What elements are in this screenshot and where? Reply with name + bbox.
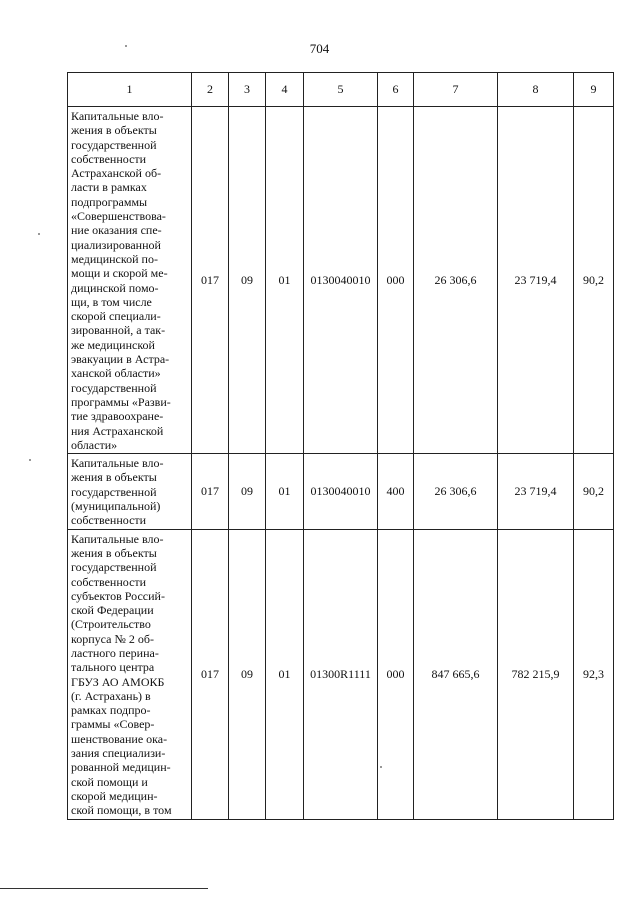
cell-c4: 01 <box>266 107 304 454</box>
description-line: скорой специали- <box>71 309 161 324</box>
description-line: скорой медицин- <box>71 788 158 803</box>
description-line: государственной <box>71 380 157 395</box>
cell-c9: 92,3 <box>574 529 614 819</box>
description-line: «Совершенствова- <box>71 209 166 224</box>
description-line: циализированной <box>71 237 161 252</box>
header-col-7: 7 <box>414 73 498 107</box>
description-line: подпрограммы <box>71 194 148 209</box>
row-description <box>68 107 192 454</box>
description-line: шенствование ока- <box>71 731 168 746</box>
scan-speck <box>29 459 31 461</box>
cell-c5: 01300R1111 <box>304 529 378 819</box>
cell-c6: 400 <box>378 454 414 529</box>
header-row <box>68 73 614 107</box>
table-row <box>68 107 614 454</box>
description-line: ской помощи и <box>71 774 148 789</box>
cell-c2: 017 <box>192 107 229 454</box>
description-line: корпуса № 2 об- <box>71 631 154 646</box>
cell-c5: 0130040010 <box>304 107 378 454</box>
cell-c2: 017 <box>192 454 229 529</box>
description-line: ластного перина- <box>71 645 159 660</box>
cell-c7: 26 306,6 <box>414 454 498 529</box>
header-col-9: 9 <box>574 73 614 107</box>
description-line: субъектов Россий- <box>71 588 165 603</box>
description-line: ние оказания спе- <box>71 223 162 238</box>
header-col-3: 3 <box>229 73 266 107</box>
description-line: тального центра <box>71 660 155 675</box>
row-description <box>68 529 192 819</box>
cell-c4: 01 <box>266 454 304 529</box>
description-line: государственной <box>71 137 157 152</box>
description-line: (муниципальной) <box>71 499 161 514</box>
description-line: жения в объекты <box>71 470 157 485</box>
cell-c8: 782 215,9 <box>498 529 574 819</box>
cell-c5: 0130040010 <box>304 454 378 529</box>
description-line: государственной <box>71 560 157 575</box>
description-line: граммы «Совер- <box>71 717 155 732</box>
description-line: программы «Разви- <box>71 394 171 409</box>
cell-c7: 26 306,6 <box>414 107 498 454</box>
cell-c9: 90,2 <box>574 107 614 454</box>
description-line: мощи и скорой ме- <box>71 266 168 281</box>
description-line: ской помощи, в том <box>71 803 172 818</box>
description-line: области» <box>71 437 118 452</box>
description-line: ГБУЗ АО АМОКБ <box>71 674 165 689</box>
description-line: щи, в том числе <box>71 294 152 309</box>
header-col-6: 6 <box>378 73 414 107</box>
header-col-5: 5 <box>304 73 378 107</box>
cell-c3: 09 <box>229 529 266 819</box>
description-line: эвакуации в Астра- <box>71 352 170 367</box>
page-number: 704 <box>309 41 330 56</box>
table-row <box>68 529 614 819</box>
description-line: Капитальные вло- <box>71 531 164 546</box>
description-line: же медицинской <box>71 337 155 352</box>
description-line: Капитальные вло- <box>71 456 164 471</box>
description-line: Астраханской об- <box>71 166 162 181</box>
cell-c2: 017 <box>192 529 229 819</box>
cell-c8: 23 719,4 <box>498 107 574 454</box>
description-line: зания специализи- <box>71 746 166 761</box>
scan-speck <box>125 45 127 47</box>
cell-c3: 09 <box>229 107 266 454</box>
description-line: рованной медицин- <box>71 760 171 775</box>
description-line: (Строительство <box>71 617 151 632</box>
row-description <box>68 454 192 529</box>
description-line: собственности <box>71 513 147 528</box>
description-line: рамках подпро- <box>71 703 151 718</box>
cell-c8: 23 719,4 <box>498 454 574 529</box>
header-col-2: 2 <box>192 73 229 107</box>
cell-c7: 847 665,6 <box>414 529 498 819</box>
description-line: тие здравоохране- <box>71 409 164 424</box>
cell-c9: 90,2 <box>574 454 614 529</box>
description-line: ханской области» <box>71 366 161 381</box>
description-line: дицинской помо- <box>71 280 159 295</box>
description-line: государственной <box>71 484 157 499</box>
description-line: собственности <box>71 151 147 166</box>
cell-c3: 09 <box>229 454 266 529</box>
budget-table <box>67 72 614 820</box>
description-line: (г. Астрахань) в <box>71 688 151 703</box>
scan-speck <box>380 766 382 768</box>
description-line: жения в объекты <box>71 545 157 560</box>
description-line: собственности <box>71 574 147 589</box>
description-line: Капитальные вло- <box>71 109 164 123</box>
description-line: зированной, а так- <box>71 323 166 338</box>
description-line: ния Астраханской <box>71 423 164 438</box>
cell-c6: 000 <box>378 529 414 819</box>
cell-c6: 000 <box>378 107 414 454</box>
description-line: медицинской по- <box>71 251 158 266</box>
description-line: ласти в рамках <box>71 180 147 195</box>
cell-c4: 01 <box>266 529 304 819</box>
description-line: ской Федерации <box>71 603 154 618</box>
header-col-1: 1 <box>68 73 192 107</box>
table-row <box>68 454 614 529</box>
description-line: жения в объекты <box>71 123 157 138</box>
header-col-4: 4 <box>266 73 304 107</box>
header-col-8: 8 <box>498 73 574 107</box>
scan-speck <box>38 233 40 235</box>
footnote-separator <box>0 888 208 889</box>
